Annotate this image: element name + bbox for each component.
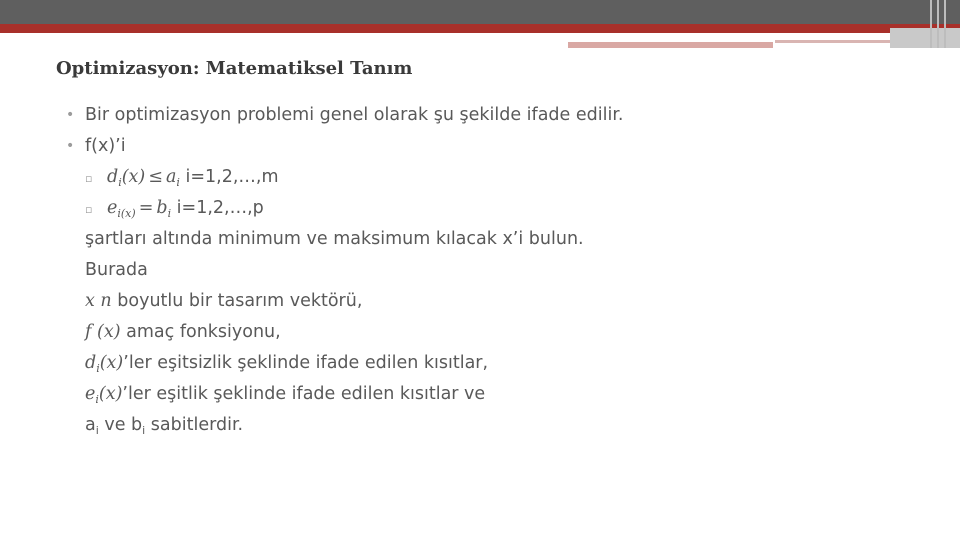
- body-text: [85, 286, 362, 316]
- constraint-range: i=1,2,…,p: [176, 198, 264, 218]
- constraint-rhs: a: [165, 167, 177, 187]
- constraint-subscript: i: [117, 207, 121, 220]
- math-term: e: [85, 384, 96, 404]
- constraint-argument: (x): [120, 207, 136, 220]
- bullet-text: Bir optimizasyon problemi genel olarak şu şekilde ifade edilir.: [85, 105, 624, 125]
- constraint-operator: ≤: [148, 167, 163, 187]
- constraint-range: i=1,2,…,m: [185, 167, 279, 187]
- body-phrase: amaç fonksiyonu,: [120, 322, 281, 342]
- corner-line: [930, 0, 932, 48]
- math-term: x n: [85, 291, 112, 311]
- math-subscript: i: [96, 362, 100, 375]
- constraint-rhs-subscript: i: [176, 176, 180, 189]
- square-bullet-icon: ▫: [85, 203, 93, 216]
- body-line: [58, 286, 758, 317]
- accent-thin-bar: [775, 40, 890, 43]
- body-phrase: ve b: [98, 415, 143, 435]
- top-dark-bar: [0, 0, 960, 24]
- math-argument: (x): [98, 384, 123, 404]
- body-phrase: ’ler eşitlik şeklinde ifade edilen kısıtlar ve: [122, 384, 486, 404]
- body-line: [58, 410, 758, 441]
- slide-content: [58, 100, 758, 441]
- corner-line: [937, 0, 939, 48]
- top-red-bar: [0, 24, 960, 33]
- bullet-item: [58, 131, 758, 162]
- slide-title: Optimizasyon: Matematiksel Tanım: [56, 58, 413, 79]
- constraint-item: [58, 162, 758, 193]
- body-line: [58, 348, 758, 379]
- square-bullet-icon: ▫: [85, 172, 93, 185]
- bullet-dot-icon: •: [66, 138, 75, 154]
- body-text: [85, 317, 281, 347]
- body-phrase: sabitlerdir.: [145, 415, 244, 435]
- constraint-subscript: i: [118, 176, 122, 189]
- bullet-item: [58, 100, 758, 131]
- body-text: Burada: [85, 260, 148, 280]
- body-phrase: ’ler eşitsizlik şeklinde ifade edilen kısıtlar,: [123, 353, 489, 373]
- corner-block: [890, 28, 960, 48]
- constraint-argument: (x): [121, 167, 146, 187]
- constraint-operator: =: [138, 198, 154, 218]
- body-phrase: boyutlu bir tasarım vektörü,: [111, 291, 363, 311]
- body-line: [58, 224, 758, 255]
- text-subscript: i: [95, 424, 99, 437]
- constraint-function: e: [107, 198, 118, 218]
- body-line: [58, 255, 758, 286]
- corner-line: [944, 0, 946, 48]
- constraint-function: d: [107, 167, 119, 187]
- constraint-rhs: b: [156, 198, 168, 218]
- math-subscript: i: [95, 393, 99, 406]
- text-subscript: i: [142, 424, 146, 437]
- math-term: f (x): [85, 322, 121, 342]
- body-text: şartları altında minimum ve maksimum kılacak x’i bulun.: [85, 229, 584, 249]
- constraint-rhs-subscript: i: [167, 207, 172, 220]
- bullet-text: f(x)’i: [85, 136, 126, 156]
- bullet-dot-icon: •: [66, 107, 75, 123]
- body-phrase: a: [85, 415, 96, 435]
- math-term: d: [85, 353, 97, 373]
- body-text: [85, 410, 243, 446]
- body-line: [58, 317, 758, 348]
- constraint-item: [58, 193, 758, 224]
- accent-bar: [568, 42, 773, 48]
- body-line: [58, 379, 758, 410]
- math-argument: (x): [99, 353, 124, 373]
